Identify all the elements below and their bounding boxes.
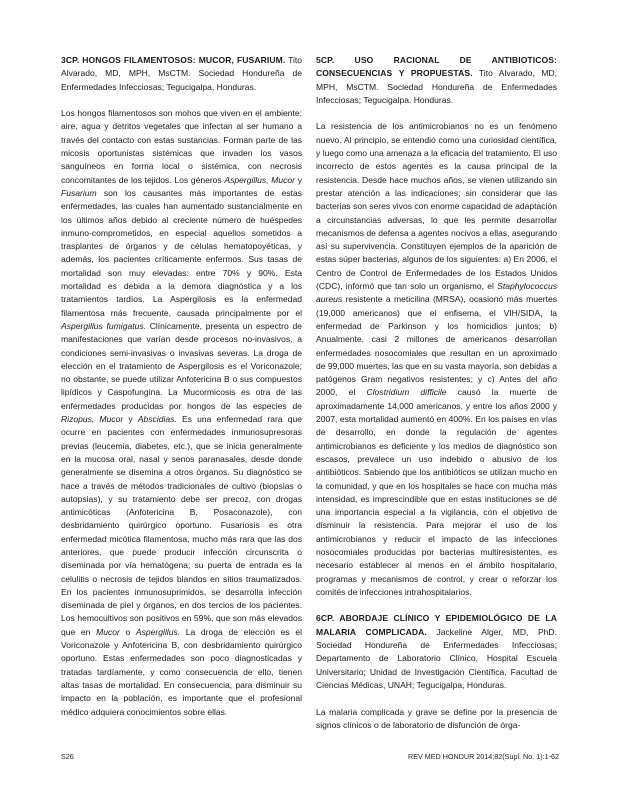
body-text: causó la muerte de aproximadamente 14,000 americanos, y entre los años 2000 y 2007, esta mortalidad aumentó en 400%. En los países en vías de desarrollo, en donde la regulación de agentes antimicrobianos es deficiente y los medios de diagnóstico son escasos, prevalece un uso indebido o abusivo de los antibióticos. Sabiendo que los antibióticos se utilizan mucho en la comunidad, y que en los hospitales se hace con mucha más intensidad, es imprescindible que en estas instituciones se dé una importancia especial a la vigilancia, con el objetivo de disminuir la resistencia. Para mejorar el uso de los antimicrobianos y reducir el impacto de las infecciones nosocomiales producidas por bacterias multiresistentes, es necesario establecer al menos en el ámbito hospitalario, programas y mecanismos de control, y crear o reforzar los comités de infecciones intrahospitalarios. bbox=[316, 387, 557, 597]
species-name: Clostridium difficile bbox=[366, 387, 447, 398]
section-5cp-title: 5CP. USO RACIONAL DE ANTIBIOTICOS: CONSECUENCIAS Y PROPUESTAS. bbox=[316, 55, 557, 79]
section-3cp-title: 3CP. HONGOS FILAMENTOSOS: MUCOR, FUSARIUM. bbox=[61, 55, 286, 65]
species-name: Staphylococcus aureus bbox=[316, 281, 557, 305]
journal-citation: REV MED HONDUR 2014;82(Supl. No. 1):1-62 bbox=[408, 752, 559, 761]
body-text: La resistencia de los antimicrobianos no es un fenómeno nuevo. Al principio, se entendió como una curiosidad científica, y luego como una amenaza a la eficacia del tratamiento. El uso incorrecto de estos agentes es la causa principal de la resistencia. Desde hace muchos años, se vienen utilizando sin prestar atención a las indicaciones; sin considerar que las bacterias son seres vivos con enorme capacidad de adaptación a circunstancias adversas, lo que les permite desarrollar mecanismos de defensa a agentes nocivos a ellas, asegurando así su supervivencia. Constituyen ejemplos de la aparición de estas súper bacterias, algunos de los siguientes: a) En 2006, el Centro de Control de Enfermedades de los Estados Unidos (CDC), informó que tan solo un organismo, el bbox=[316, 121, 557, 292]
genus-name: Rizopus, Mucor bbox=[61, 414, 124, 425]
section-6cp-authors: Jackeline Alger, MD, PhD. Sociedad Hondureña de Enfermedades Infecciosas; Departamento de Laboratorio Clínico, Hospital Escuela Universitario; Unidad de Investigación Científica, Facultad de Ciencias Médicas, UNAH; Tegucigalpa, Honduras. bbox=[316, 626, 557, 690]
body-text: Clínicamente, presenta un espectro de manifestaciones que varían desde procesos no-invasivos, a condiciones semi-invasivas o invasivas severas. La droga de elección en el tratamiento de Aspergilosis es el Voriconazole; no obstante, se puede utilizar Anfotericina B o sus compuestos lipídicos y Caspofungina. La Mucormicosis es otra de las enfermedades producidas por hongos de las especies de bbox=[61, 320, 303, 411]
genus-name: Fusarium bbox=[61, 187, 97, 198]
page-number: S26 bbox=[61, 752, 74, 761]
section-6cp-title: 6CP. ABORDAJE CLÍNICO Y EPIDEMIOLÓGICO DE LA MALARIA COMPLICADA. bbox=[316, 613, 557, 637]
body-text: La droga de elección es el Voriconazole y Anfotericina B, con desbridamiento quirúrgico oportuno. Estas enfermedades son poco diagnosticadas y tratadas tardíamente, y como consecuencia de ello, tienen altas tasas de mortalidad. En consecuencia, para disminuir su impacto en la población, es importante que el profesional médico adquiera conocimientos sobre ellas. bbox=[61, 626, 302, 717]
body-text: y bbox=[295, 174, 302, 185]
body-text: La malaria complicada y grave se define por la presencia de signos clínicos o de laboratorio de disfunción de órga- bbox=[316, 706, 557, 730]
body-text: resistente a meticilina (MRSA), ocasionó más muertes (19,000 americanos) que el enfisema, el VIH/SIDA, la enfermedad de Parkinson y los homicidios juntos; b) Anualmente, casi 2 millones de americanos desarrollan enfermedades nosocomiales que resultan en un aproximado de 99,000 muertes, las que en su vasta mayoría, son debidas a patógenos Gram negativos resistentes; y c) Antes del año 2000, el bbox=[316, 294, 557, 398]
section-3cp-heading bbox=[61, 54, 302, 94]
genus-name: Aspergillus, Mucor bbox=[224, 174, 296, 185]
section-5cp-body bbox=[316, 120, 557, 599]
left-column bbox=[61, 54, 302, 719]
section-5cp-authors: Tito Alvarado, MD, MPH, MsCTM. Sociedad Hondureña de Enfermedades Infecciosas; Tegucigalpa. Honduras. bbox=[316, 68, 557, 105]
body-text: son los causantes más importantes de estas enfermedades, las cuales han aumentado sustancialmente en los últimos años debido al creciente número de huéspedes inmuno-comprometidos, en especial aquellos sometidos a trasplantes de órganos y de células hematopoyéticas, y además, los pacientes críticamente enfermos. Sus tasas de mortalidad son muy elevadas: entre 70% y 90%. Esta mortalidad es debida a la demora diagnóstica y a los tratamientos tardíos. La Aspergilosis es la enfermedad filamentosa más frecuente, causada principalmente por el bbox=[61, 187, 302, 318]
section-6cp-heading bbox=[316, 612, 557, 692]
body-text: Los hongos filamentosos son mohos que viven en el ambiente: aire, agua y detritos vegetales que infectan al ser humano a través del contacto con estas sustancias. Forman parte de las micosis oportunistas sistémicas que invaden los vasos sanguíneos en forma local o sistémica, con necrosis concomitantes de los tejidos. Los géneros bbox=[61, 108, 302, 185]
body-text: o bbox=[119, 626, 136, 637]
genus-name: Aspergillus. bbox=[135, 626, 181, 637]
genus-name: Mucor bbox=[96, 626, 120, 637]
section-5cp-heading bbox=[316, 54, 557, 107]
body-text: Es una enfermedad rara que ocurre en pacientes con enfermedades inmunosupresoras previas (leucemia, diabetes, etc.), que se inicia generalmente en la mucosa oral, nasal y senos paranasales, desde donde generalmente se disemina a otros órganos. Su diagnóstico se hace a través de métodos tradicionales de cultivo (biopsias o autopsias), y su tratamiento debe ser precoz, con drogas antimicóticas (Anfotericina B, Posaconazole), con desbridamiento quirúrgico oportuno. Fusariosis es otra enfermedad micótica filamentosa, mucho más rara que las dos anteriores, que puede producir infección circunscrita o diseminada por vía hematógena; su puerta de entrada es la celulitis o necrosis de tejidos blandos en sitios traumatizados. En los pacientes inmunosuprimidos, se desarrolla infección diseminada de piel y órganos, en dos tercios de los pacientes. Los hemocultivos son positivos en 59%, que son más elevados que en bbox=[61, 414, 303, 637]
right-column bbox=[316, 54, 557, 732]
body-text: y bbox=[123, 414, 138, 425]
section-6cp-body bbox=[316, 706, 557, 733]
species-name: Aspergillus fumigatus. bbox=[61, 320, 146, 331]
section-3cp-authors: Tito Alvarado, MD, MPH, MsCTM. Sociedad Hondureña de Enfermedades Infecciosas; Tegucigalpa, Honduras. bbox=[61, 55, 302, 92]
genus-name: Abscidias. bbox=[137, 414, 177, 425]
section-3cp-body bbox=[61, 107, 302, 719]
